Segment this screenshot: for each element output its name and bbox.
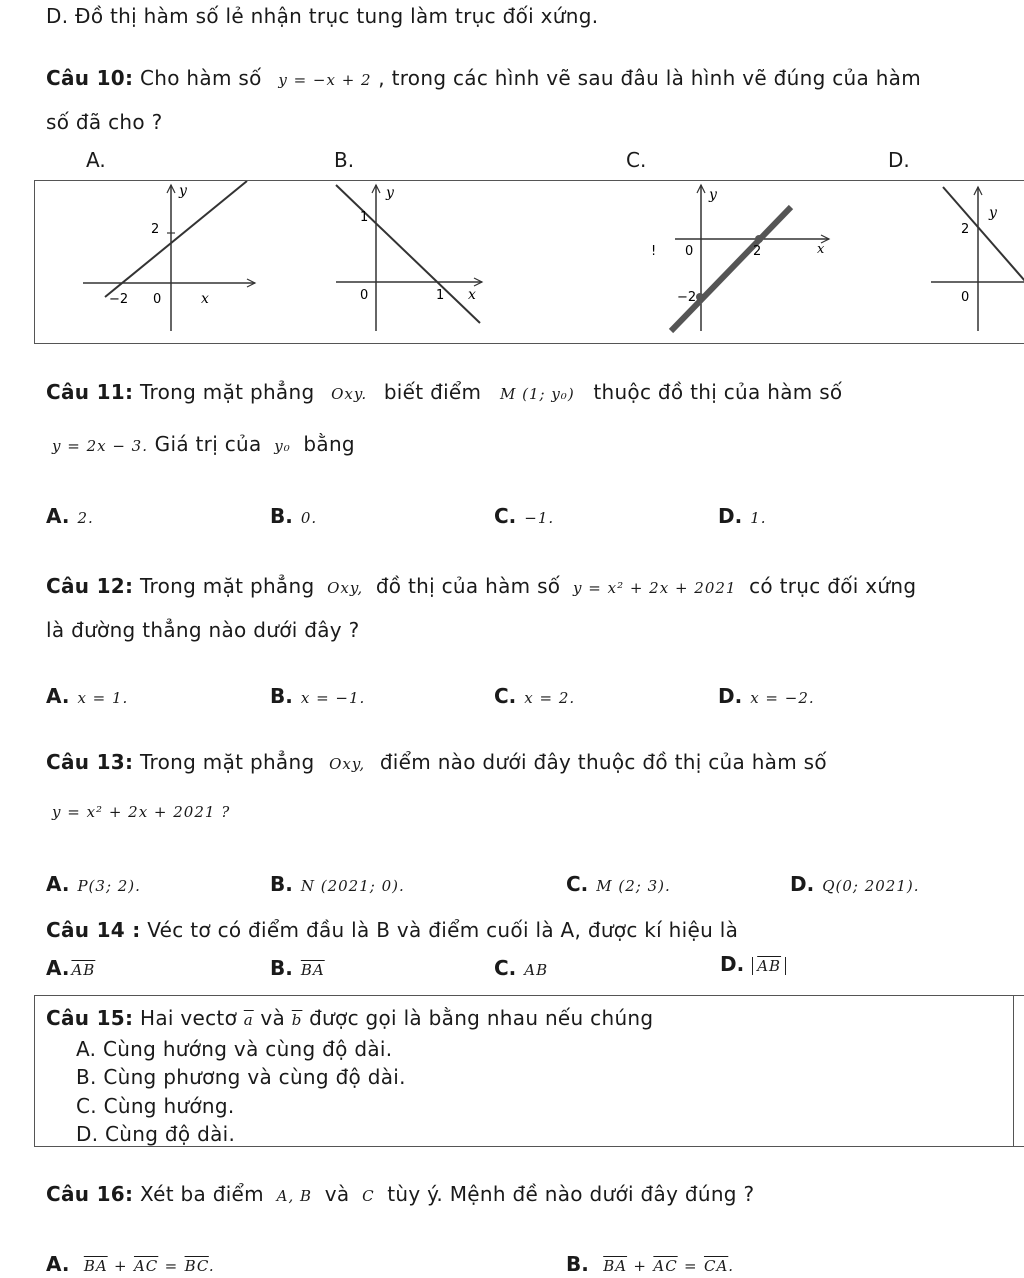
graph-a-x-label: x	[201, 291, 209, 307]
question-12-text-a: Trong mặt phẳng	[139, 574, 315, 598]
graph-b-y-label: y	[386, 185, 394, 201]
question-15-box-divider	[1013, 995, 1014, 1147]
graph-c-y-label: y	[709, 187, 717, 203]
question-13-option-b[interactable]: B. N (2021; 0).	[270, 872, 405, 896]
question-16-points: A, B	[276, 1187, 313, 1205]
question-11-var: y₀	[274, 437, 291, 455]
question-12-formula: y = x² + 2x + 2021	[573, 579, 737, 597]
question-14-option-b[interactable]: B. $\overline{BA}$	[270, 956, 325, 980]
question-10-option-b-label: B.	[334, 148, 355, 172]
question-13-option-a[interactable]: A. P(3; 2).	[46, 872, 141, 896]
question-11-text-c: thuộc đồ thị của hàm số	[593, 380, 843, 404]
question-10-option-d-label: D.	[888, 148, 910, 172]
graph-b	[330, 181, 530, 343]
question-10-option-c-label: C.	[626, 148, 647, 172]
question-13-option-c[interactable]: C. M (2; 3).	[566, 872, 671, 896]
question-14-option-c[interactable]: C. AB	[494, 956, 549, 980]
graph-a-tick-x: −2	[109, 292, 129, 307]
question-12-text-b: đồ thị của hàm số	[375, 574, 561, 598]
question-15-vec-b: $\overline{b}$	[291, 1011, 303, 1029]
question-16-label: Câu 16:	[46, 1182, 134, 1206]
question-11-label: Câu 11:	[46, 380, 134, 404]
question-13-line-1	[46, 750, 827, 774]
question-12-option-a[interactable]: A. x = 1.	[46, 684, 129, 708]
question-13-option-d[interactable]: D. Q(0; 2021).	[790, 872, 920, 896]
graph-a	[75, 181, 275, 343]
question-15-line-1	[46, 1006, 653, 1030]
graph-a-tick-y: 2	[151, 222, 160, 237]
question-14-option-d[interactable]: D. $\overline{AB}$	[720, 952, 786, 976]
graph-c-x-label: x	[817, 242, 825, 257]
graph-c-tick-x: 2	[753, 244, 762, 259]
graph-c-stray-mark: !	[651, 244, 657, 259]
question-13-formula: y = x² + 2x + 2021 ?	[52, 803, 231, 821]
graph-b-x-label: x	[468, 287, 476, 303]
question-12-option-c[interactable]: C. x = 2.	[494, 684, 576, 708]
question-16-line-1	[46, 1182, 754, 1206]
question-15-option-a[interactable]: A. Cùng hướng và cùng độ dài.	[76, 1037, 393, 1061]
question-16-text-b: tùy ý. Mệnh đề nào dưới đây đúng ?	[387, 1182, 755, 1206]
question-10-text-c: số đã cho ?	[46, 110, 163, 134]
question-14-line-1	[46, 918, 738, 942]
question-12-option-d[interactable]: D. x = −2.	[718, 684, 815, 708]
question-12-text-d: là đường thẳng nào dưới đây ?	[46, 618, 360, 642]
graph-d-tick-y: 2	[961, 222, 970, 237]
question-10-graph-box	[34, 180, 1024, 344]
question-11-line-2	[52, 432, 355, 456]
question-11-text-d: Giá trị của	[154, 432, 262, 456]
graph-b-tick-y: 1	[360, 210, 369, 225]
question-11-text-b: biết điểm	[383, 380, 482, 404]
question-12-label: Câu 12:	[46, 574, 134, 598]
question-11-line-1	[46, 380, 842, 404]
question-11-formula: y = 2x − 3.	[52, 437, 148, 455]
question-15-option-b[interactable]: B. Cùng phương và cùng độ dài.	[76, 1065, 406, 1089]
option-d-previous: D. Đồ thị hàm số lẻ nhận trục tung làm trục đối xứng.	[46, 4, 599, 28]
question-12-text-c: có trục đối xứng	[749, 574, 917, 598]
graph-a-origin: 0	[153, 292, 162, 307]
question-16-option-a[interactable]: A. $\overline{BA} + \overline{AC} = \overline{BC}$.	[46, 1252, 215, 1276]
question-15-vec-a: $\overline{a}$	[243, 1011, 254, 1029]
question-16-text-a: Xét ba điểm	[139, 1182, 264, 1206]
question-11-text-e: bằng	[303, 432, 355, 456]
question-13-label: Câu 13:	[46, 750, 134, 774]
graph-c-tick-y: −2	[677, 290, 697, 305]
graph-c	[645, 181, 845, 343]
question-14-label: Câu 14 :	[46, 918, 141, 942]
question-11-option-b[interactable]: B. 0.	[270, 504, 318, 528]
question-15-option-c[interactable]: C. Cùng hướng.	[76, 1094, 235, 1118]
question-15-option-d[interactable]: D. Cùng độ dài.	[76, 1122, 236, 1146]
question-11-text-a: Trong mặt phẳng	[139, 380, 315, 404]
question-10-label: Câu 10:	[46, 66, 134, 90]
question-16-point-c: C	[362, 1187, 375, 1205]
question-13-text-a: Trong mặt phẳng	[139, 750, 315, 774]
question-16-text-and: và	[324, 1182, 350, 1206]
question-10-text-b: , trong các hình vẽ sau đâu là hình vẽ đúng của hàm	[378, 66, 922, 90]
question-11-option-a[interactable]: A. 2.	[46, 504, 94, 528]
question-15-text-and: và	[260, 1006, 286, 1030]
question-15-text-b: được gọi là bằng nhau nếu chúng	[309, 1006, 654, 1030]
question-11-oxy: Oxy.	[331, 385, 368, 403]
question-10-formula: y = −x + 2	[278, 71, 372, 89]
question-13-text-b: điểm nào dưới đây thuộc đồ thị của hàm số	[379, 750, 827, 774]
question-15-label: Câu 15:	[46, 1006, 134, 1030]
question-15-text-a: Hai vectơ	[139, 1006, 238, 1030]
graph-d-origin: 0	[961, 290, 970, 305]
graph-b-tick-x: 1	[436, 288, 445, 303]
graph-d-y-label: y	[989, 205, 997, 221]
graph-d	[931, 181, 1024, 343]
graph-b-origin: 0	[360, 288, 369, 303]
question-11-point: M (1; y₀)	[499, 385, 575, 403]
question-10-line-1	[46, 66, 921, 90]
question-14-text: Véc tơ có điểm đầu là B và điểm cuối là A, được kí hiệu là	[147, 918, 739, 942]
question-12-oxy: Oxy,	[327, 579, 364, 597]
question-12-option-b[interactable]: B. x = −1.	[270, 684, 366, 708]
question-13-oxy: Oxy,	[329, 755, 366, 773]
question-16-option-b[interactable]: B. $\overline{BA} + \overline{AC} = \overline{CA}$.	[566, 1252, 735, 1276]
question-11-option-c[interactable]: C. −1.	[494, 504, 555, 528]
graph-a-y-label: y	[179, 183, 187, 199]
graph-c-origin: 0	[685, 244, 694, 259]
question-11-option-d[interactable]: D. 1.	[718, 504, 767, 528]
question-12-line-1	[46, 574, 916, 598]
question-14-option-a[interactable]: A. $\overline{AB}$	[46, 956, 96, 980]
question-10-option-a-label: A.	[86, 148, 106, 172]
question-10-text-a: Cho hàm số	[139, 66, 262, 90]
